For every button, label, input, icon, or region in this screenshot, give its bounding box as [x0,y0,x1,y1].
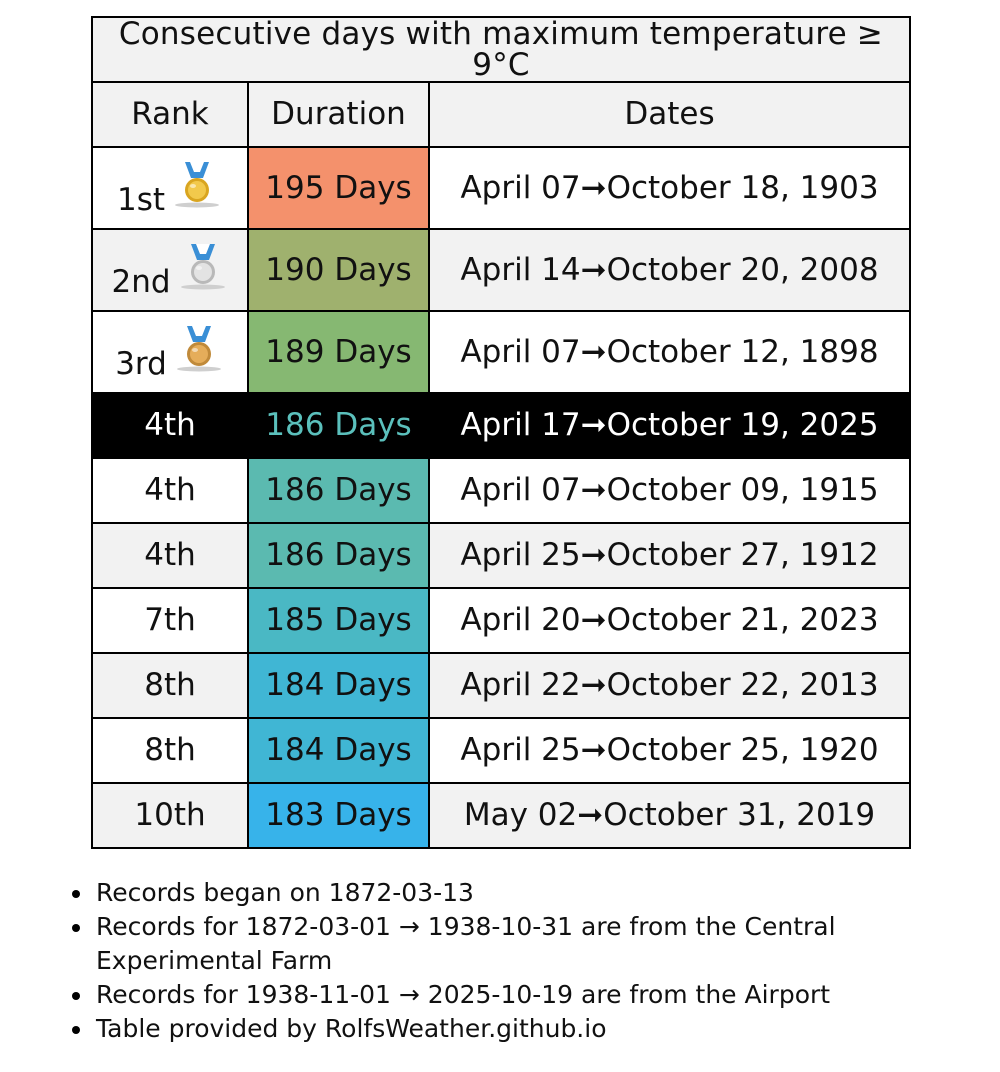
rank-content [144,732,196,768]
rank-label: 4th [144,407,196,443]
table-title: Consecutive days with maximum temperature ≥ 9°C [92,17,910,82]
duration-cell: 185 Days [248,588,429,653]
table-row [92,653,910,718]
rank-label: 3rd [115,346,167,382]
duration-cell: 195 Days [248,147,429,229]
header-dates: Dates [429,82,910,147]
rank-cell [92,718,248,783]
header-duration: Duration [248,82,429,147]
note-item: Records for 1938-11-01 → 2025-10-19 are from the Airport [96,978,896,1012]
duration-cell: 184 Days [248,653,429,718]
dates-cell: April 22➞October 22, 2013 [429,653,910,718]
table-row-current [92,393,910,458]
rank-label: 10th [134,797,206,833]
rank-cell [92,523,248,588]
rank-content [111,242,228,298]
records-table [91,16,911,849]
dates-cell: April 17➞October 19, 2025 [429,393,910,458]
rank-label: 4th [144,472,196,508]
dates-cell: April 07➞October 09, 1915 [429,458,910,523]
rank-content [144,407,196,443]
rank-label: 4th [144,537,196,573]
duration-cell: 183 Days [248,783,429,848]
bronze-medal-icon [173,324,225,374]
dates-cell: April 25➞October 27, 1912 [429,523,910,588]
dates-cell: April 07➞October 12, 1898 [429,311,910,393]
note-item: Records for 1872-03-01 → 1938-10-31 are from the Central Experimental Farm [96,910,896,978]
gold-medal-icon [171,160,223,210]
note-item: Records began on 1872-03-13 [96,876,896,910]
table-row [92,229,910,311]
rank-content [134,797,206,833]
rank-cell [92,588,248,653]
duration-cell: 186 Days [248,523,429,588]
table-header-row [92,82,910,147]
table-row [92,718,910,783]
rank-label: 1st [116,182,166,218]
header-rank: Rank [92,82,248,147]
rank-content [144,667,196,703]
rank-label: 8th [144,732,196,768]
duration-cell: 184 Days [248,718,429,783]
rank-cell [92,393,248,458]
records-table-wrapper [91,16,909,849]
dates-cell: April 07➞October 18, 1903 [429,147,910,229]
table-row [92,311,910,393]
duration-cell: 190 Days [248,229,429,311]
table-row [92,523,910,588]
table-row [92,588,910,653]
dates-cell: April 25➞October 25, 1920 [429,718,910,783]
dates-cell: May 02➞October 31, 2019 [429,783,910,848]
rank-label: 8th [144,667,196,703]
rank-content [144,472,196,508]
rank-content [144,602,196,638]
rank-cell [92,458,248,523]
table-row [92,783,910,848]
note-item: Table provided by RolfsWeather.github.io [96,1012,896,1046]
rank-content [144,537,196,573]
table-row [92,147,910,229]
table-row [92,458,910,523]
rank-cell [92,229,248,311]
duration-cell: 186 Days [248,458,429,523]
rank-content [117,160,223,216]
rank-cell [92,653,248,718]
rank-label: 7th [144,602,196,638]
rank-cell [92,311,248,393]
silver-medal-icon [177,242,229,292]
notes-list [60,876,896,1046]
rank-cell [92,147,248,229]
rank-cell [92,783,248,848]
table-title-row [92,17,910,82]
rank-label: 2nd [111,264,171,300]
duration-cell: 186 Days [248,393,429,458]
dates-cell: April 14➞October 20, 2008 [429,229,910,311]
dates-cell: April 20➞October 21, 2023 [429,588,910,653]
rank-content [115,324,225,380]
table-body [92,147,910,848]
duration-cell: 189 Days [248,311,429,393]
